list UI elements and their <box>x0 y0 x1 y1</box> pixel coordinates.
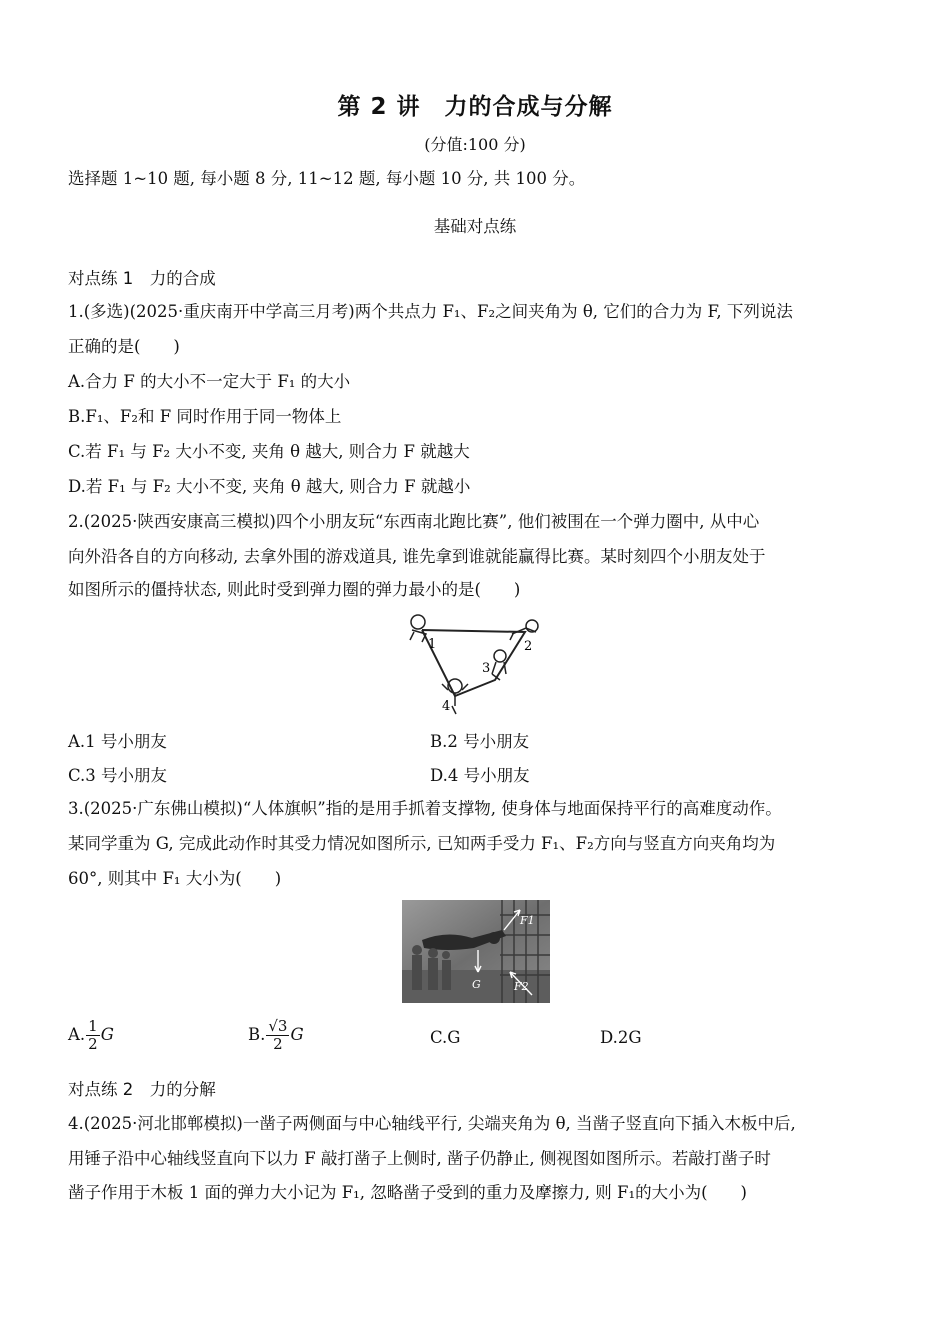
instructions: 选择题 1~10 题, 每小题 8 分, 11~12 题, 每小题 10 分, 共 100 分。 <box>68 169 586 188</box>
child-3-figure <box>492 650 506 680</box>
q3-option-a-suffix: G <box>100 1025 114 1044</box>
q3-option-b-suffix: G <box>290 1025 304 1044</box>
q3-option-b-numerator: √3 <box>268 1017 288 1035</box>
score-note: (分值:100 分) <box>424 135 526 154</box>
q1-stem-line2: 正确的是( ) <box>68 337 180 356</box>
q3-option-c: C.G <box>430 1028 461 1047</box>
q3-option-a-denominator: 2 <box>88 1035 98 1053</box>
q1-option-b: B.F₁、F₂和 F 同时作用于同一物体上 <box>68 407 342 426</box>
q3-option-b-prefix: B. <box>248 1025 266 1044</box>
child-1-figure <box>410 615 426 642</box>
child-2-figure <box>510 620 538 640</box>
q1-option-d: D.若 F₁ 与 F₂ 大小不变, 夹角 θ 越大, 则合力 F 就越小 <box>68 477 471 496</box>
q3-fig-label-f1: F1 <box>520 914 535 927</box>
q3-stem-line2: 某同学重为 G, 完成此动作时其受力情况如图所示, 已知两手受力 F₁、F₂方向与竖直方向夹角均为 <box>68 834 776 853</box>
q2-stem-line2: 向外沿各自的方向移动, 去拿外围的游戏道具, 谁先拿到谁就能赢得比赛。某时刻四个小朋友处于 <box>68 547 766 566</box>
q2-stem-line1: 2.(2025·陕西安康高三模拟)四个小朋友玩“东西南北跑比赛”, 他们被围在一个弹力圈中, 从中心 <box>68 512 760 531</box>
q3-option-a-fraction <box>86 1018 100 1053</box>
q3-stem-line1: 3.(2025·广东佛山模拟)“人体旗帜”指的是用手抓着支撑物, 使身体与地面保持平行的高难度动作。 <box>68 799 782 818</box>
q2-fig-label-4: 4 <box>442 699 451 714</box>
q3-fig-label-g: G <box>472 978 481 991</box>
q3-figure-human-flag-photo <box>402 900 550 1003</box>
q2-fig-label-2: 2 <box>524 639 533 654</box>
q2-option-b: B.2 号小朋友 <box>430 732 530 751</box>
part1-heading: 对点练 1 力的合成 <box>68 269 216 288</box>
q2-option-c: C.3 号小朋友 <box>68 766 168 785</box>
q4-stem-line2: 用锤子沿中心轴线竖直向下以力 F 敲打凿子上侧时, 凿子仍静止, 侧视图如图所示。若敲打凿子时 <box>68 1149 771 1168</box>
q3-option-b-denominator: 2 <box>273 1035 283 1053</box>
q1-stem-line1: 1.(多选)(2025·重庆南开中学高三月考)两个共点力 F₁、F₂之间夹角为 θ, 它们的合力为 F, 下列说法 <box>68 302 793 321</box>
q2-fig-label-1: 1 <box>428 637 437 652</box>
q2-stem-line3: 如图所示的僵持状态, 则此时受到弹力圈的弹力最小的是( ) <box>68 580 521 599</box>
q2-figure-elastic-ring <box>400 610 550 718</box>
section-basic-heading: 基础对点练 <box>433 217 517 236</box>
q3-option-b <box>248 1018 304 1053</box>
q4-stem-line3: 凿子作用于木板 1 面的弹力大小记为 F₁, 忽略凿子受到的重力及摩擦力, 则 F₁的大小为( ) <box>68 1183 747 1202</box>
q3-option-d: D.2G <box>600 1028 642 1047</box>
q1-option-a: A.合力 F 的大小不一定大于 F₁ 的大小 <box>68 372 351 391</box>
q3-option-a-prefix: A. <box>68 1025 86 1044</box>
q3-option-a-numerator: 1 <box>88 1017 98 1035</box>
q3-option-a <box>68 1018 114 1053</box>
q3-option-b-fraction <box>266 1018 289 1053</box>
q3-fig-label-f2: F2 <box>514 980 529 993</box>
q2-fig-label-3: 3 <box>482 661 491 676</box>
page-title: 第 2 讲 力的合成与分解 <box>337 94 613 120</box>
q1-option-c: C.若 F₁ 与 F₂ 大小不变, 夹角 θ 越大, 则合力 F 就越大 <box>68 442 470 461</box>
q3-stem-line3: 60°, 则其中 F₁ 大小为( ) <box>68 869 282 888</box>
q2-option-d: D.4 号小朋友 <box>430 766 530 785</box>
part2-heading: 对点练 2 力的分解 <box>68 1080 216 1099</box>
q2-option-a: A.1 号小朋友 <box>68 732 167 751</box>
q4-stem-line1: 4.(2025·河北邯郸模拟)一凿子两侧面与中心轴线平行, 尖端夹角为 θ, 当凿子竖直向下插入木板中后, <box>68 1114 796 1133</box>
